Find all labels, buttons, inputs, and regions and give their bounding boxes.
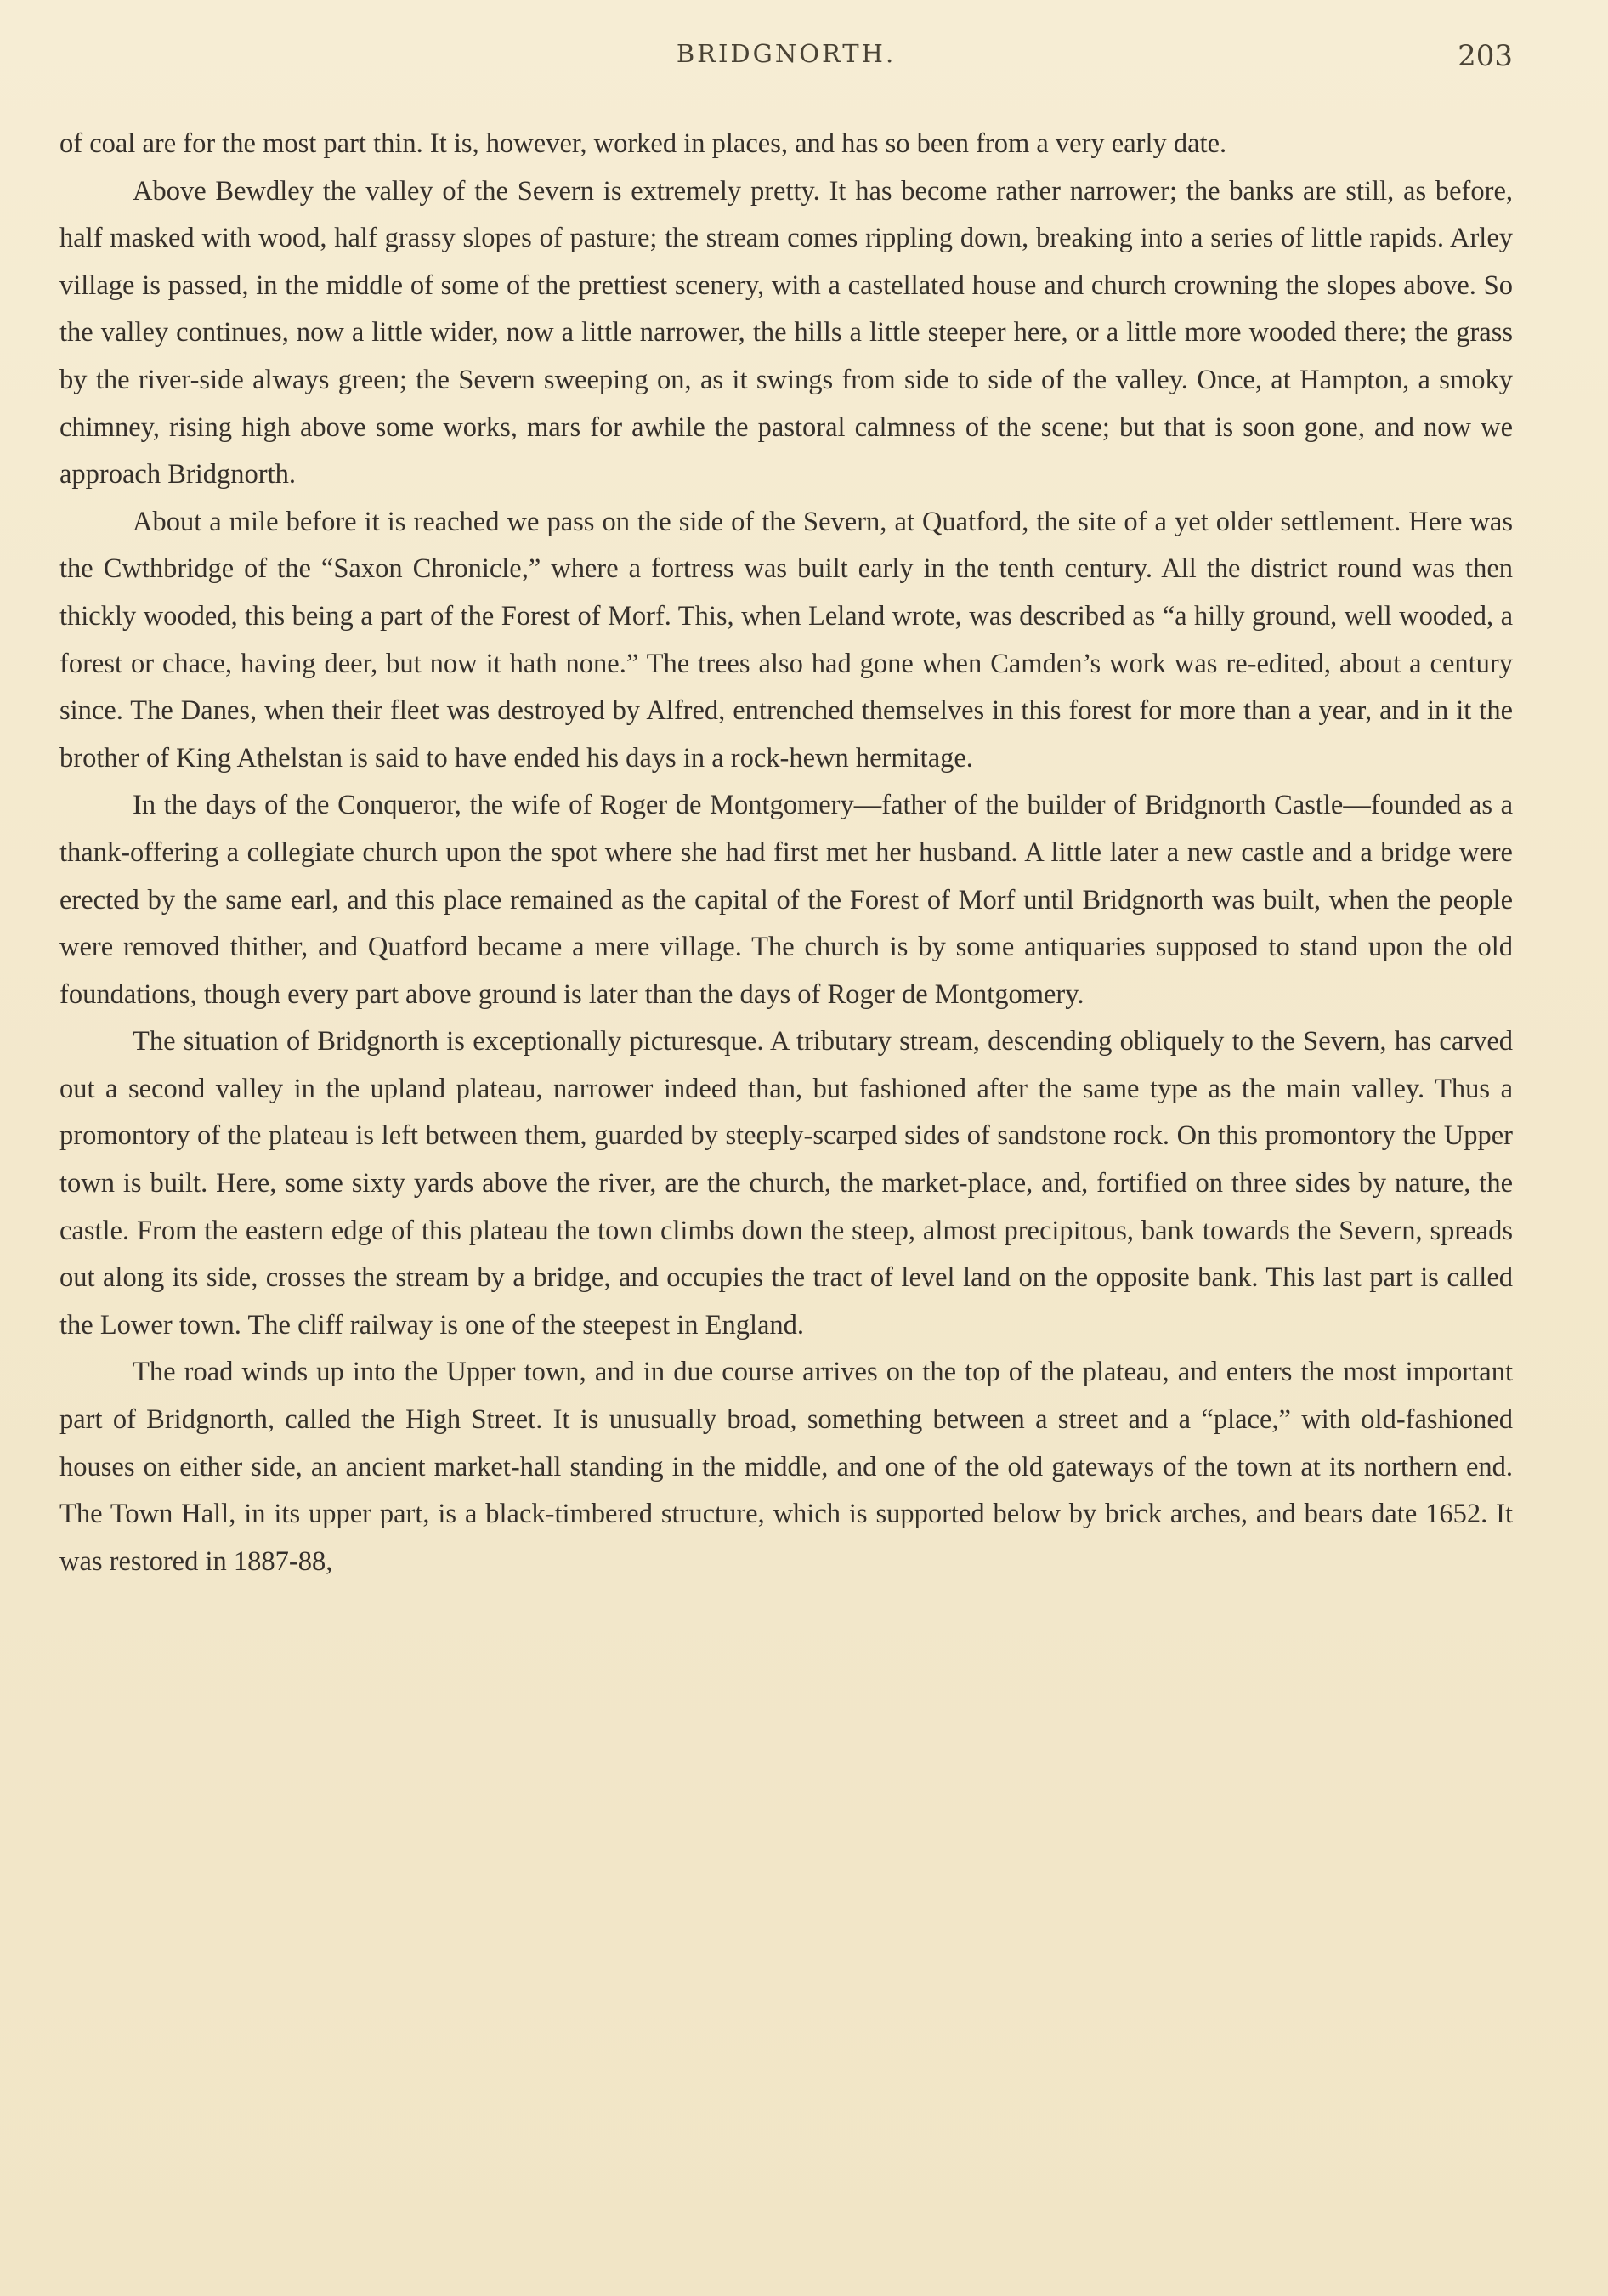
page-number: 203 xyxy=(1458,39,1513,73)
running-title: BRIDGNORTH. xyxy=(676,39,897,68)
paragraph-bewdley-valley: Above Bewdley the valley of the Severn is extremely pretty. It has become rather narrower; the banks are still, as before, half masked with wood, half grassy slopes of pasture; the stream comes rippling down, breaking into a series of little rapids. Arley village is passed, in the middle of some of the prettiest scenery, with a castellated house and church crowning the slopes above. So the valley continues, now a little wider, now a little narrower, the hills a little steeper here, or a little more wooded there; the grass by the river-side always green; the Severn sweeping on, as it swings from side to side of the valley. Once, at Hampton, a smoky chimney, rising high above some works, mars for awhile the pastoral calmness of the scene; but that is soon gone, and now we approach Bridgnorth. xyxy=(59,175,1513,490)
page-header xyxy=(59,39,1513,82)
paragraph-quatford: About a mile before it is reached we pass on the side of the Severn, at Quatford, the site of a yet older settlement. Here was the Cwthbridge of the “Saxon Chronicle,” where a fortress was built early in the tenth century. All the district round was then thickly wooded, this being a part of the Forest of Morf. This, when Leland wrote, was described as “a hilly ground, well wooded, a forest or chace, having deer, but now it hath none.” The trees also had gone when Camden’s work was re-edited, about a century since. The Danes, when their fleet was destroyed by Alfred, entrenched themselves in this forest for more than a year, and in it the brother of King Athelstan is said to have ended his days in a rock-hewn hermitage. xyxy=(59,506,1513,774)
paragraph-situation: The situation of Bridgnorth is exceptionally picturesque. A tributary stream, descending obliquely to the Severn, has carved out a second valley in the upland plateau, narrower indeed than, but fashioned after the same type as the main valley. Thus a promontory of the plateau is left between them, guarded by steeply-scarped sides of sandstone rock. On this promontory the Upper town is built. Here, some sixty yards above the river, are the church, the market-place, and, fortified on three sides by nature, the castle. From the eastern edge of this plateau the town climbs down the steep, almost precipitous, bank towards the Severn, spreads out along its side, crosses the stream by a bridge, and occupies the tract of level land on the opposite bank. This last part is called the Lower town. The cliff railway is one of the steepest in England. xyxy=(59,1026,1513,1341)
paragraph-conqueror: In the days of the Conqueror, the wife of Roger de Montgomery—father of the builder of Bridgnorth Castle—founded as a thank-offering a collegiate church upon the spot where she had first met her husband. A little later a new castle and a bridge were erected by the same earl, and this place remained as the capital of the Forest of Morf until Bridgnorth was built, when the people were removed thither, and Quatford became a mere village. The church is by some antiquaries supposed to stand upon the old foundations, though every part above ground is later than the days of Roger de Montgomery. xyxy=(59,790,1513,1010)
paragraph-continued: of coal are for the most part thin. It is, however, worked in places, and has so been from a very early date. xyxy=(59,128,1227,159)
body-text xyxy=(59,121,1513,1585)
paragraph-high-street: The road winds up into the Upper town, and in due course arrives on the top of the plateau, and enters the most important part of Bridgnorth, called the High Street. It is unusually broad, something between a street and a “place,” with old-fashioned houses on either side, an ancient market-hall standing in the middle, and one of the old gateways of the town at its northern end. The Town Hall, in its upper part, is a black-timbered structure, which is supported below by brick arches, and bears date 1652. It was restored in 1887-88, xyxy=(59,1357,1513,1577)
